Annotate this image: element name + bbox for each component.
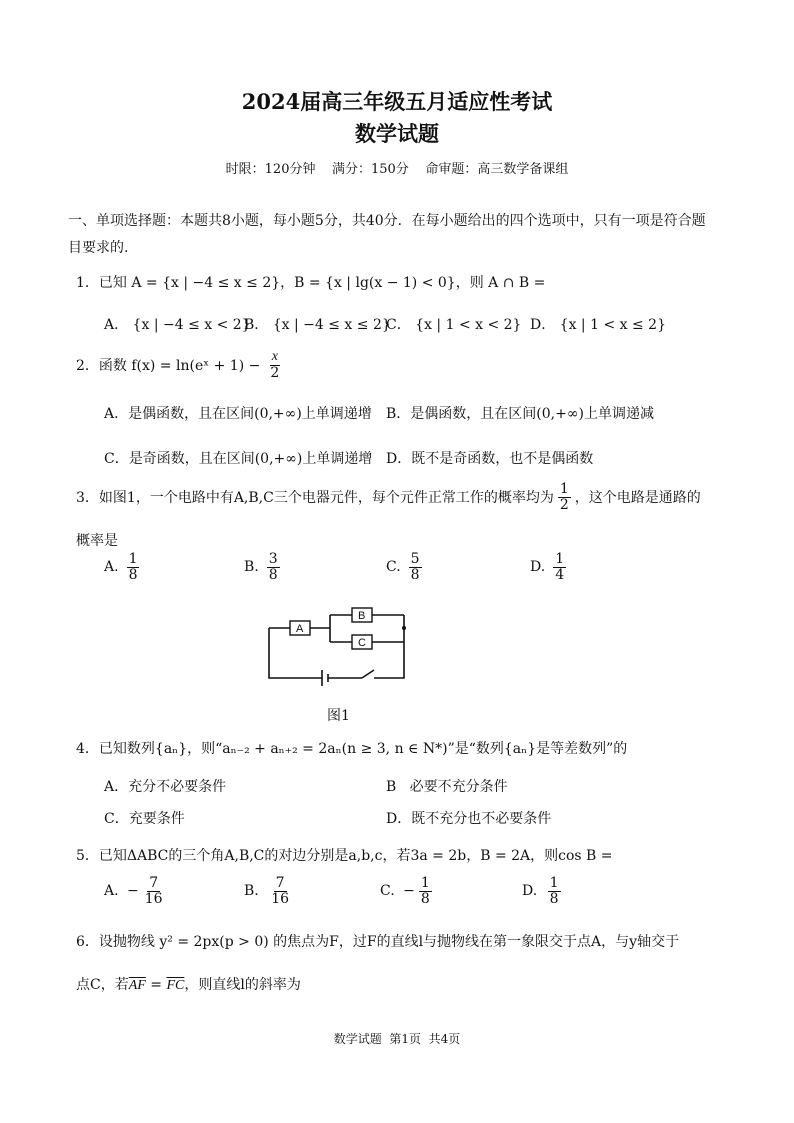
- q1-option-c-text: C． {x | 1 < x < 2}: [386, 317, 522, 333]
- q4-option-b-text: B 必要不充分条件: [386, 779, 508, 795]
- q3-option-c-num: 5: [410, 551, 420, 567]
- q1-option-d[interactable]: [530, 314, 666, 334]
- q2-option-d-text: D．既不是奇函数，也不是偶函数: [386, 451, 594, 467]
- question-5-stem: 5．已知ΔABC的三个角A,B,C的对边分别是a,b,c，若3a = 2b，B = 2A，则cos B =: [76, 848, 613, 864]
- q6-vector-af: $\overline{AF}$: [128, 978, 146, 993]
- q5-option-a-label: A.: [104, 883, 119, 900]
- q5-option-b[interactable]: [244, 876, 293, 906]
- q3-option-b-label: B.: [244, 559, 259, 576]
- section-heading-line2: 目要求的.: [68, 240, 129, 256]
- q2-fraction: [268, 350, 281, 380]
- q5-option-c-label: C.: [380, 883, 395, 900]
- switch-lever: [362, 670, 374, 678]
- q3-stem-prefix: 3．如图1，一个电路中有A,B,C三个电器元件，每个元件正常工作的概率均为: [76, 490, 554, 507]
- circuit-wire-right: [374, 615, 404, 678]
- q3-option-b-num: 3: [268, 551, 278, 567]
- q5-option-a[interactable]: [104, 876, 167, 906]
- q5-option-a-den: 16: [144, 890, 163, 907]
- section-heading-line1: 一、单项选择题：本题共8小题，每小题5分，共40分．在每小题给出的四个选项中，只有一项是符合题: [68, 213, 706, 229]
- q5-option-d[interactable]: [522, 876, 563, 906]
- q3-option-a-den: 8: [128, 566, 138, 583]
- q2-stem-prefix: 2．函数 f(x) = ln(eˣ + 1) −: [76, 358, 261, 375]
- q6-line2-prefix: 点C，若: [76, 977, 129, 993]
- circuit-junction-dot: [402, 626, 406, 630]
- q1-option-a-text: A． {x | −4 ≤ x < 2}: [104, 317, 251, 333]
- q2-option-b[interactable]: [386, 403, 654, 423]
- question-1-stem: 1．已知 A = {x | −4 ≤ x ≤ 2}，B = {x | lg(x − 1) < 0}，则 A ∩ B =: [76, 275, 546, 291]
- question-6-stem-line1: 6．设抛物线 y² = 2px(p > 0) 的焦点为F，过F的直线l与抛物线在第一象限交于点A，与y轴交于: [76, 934, 680, 950]
- q3-option-a-num: 1: [128, 551, 138, 567]
- q3-option-d-label: D.: [530, 559, 546, 576]
- q3-option-c-den: 8: [410, 566, 420, 583]
- exam-meta: 时限：120分钟 满分：150分 命审题：高三数学备课组: [225, 162, 569, 177]
- subject-title: 数学试题: [355, 121, 439, 146]
- component-a-label: A: [296, 623, 304, 635]
- q2-option-c[interactable]: [104, 448, 372, 468]
- q2-option-b-text: B．是偶函数，且在区间(0,+∞)上单调递减: [386, 406, 654, 422]
- q6-vector-fc: $\overline{FC}$: [166, 978, 185, 993]
- q5-option-d-label: D.: [522, 883, 538, 900]
- q4-option-d-text: D．既不充分也不必要条件: [386, 811, 552, 827]
- component-b-label: B: [358, 610, 366, 622]
- q2-option-a-text: A．是偶函数，且在区间(0,+∞)上单调递增: [104, 406, 372, 422]
- q5-option-c-den: 8: [420, 890, 430, 907]
- q5-option-d-num: 1: [549, 875, 559, 891]
- q1-option-d-text: D． {x | 1 < x ≤ 2}: [530, 317, 666, 333]
- q2-fraction-den: 2: [270, 364, 280, 381]
- q3-prob-fraction: [558, 482, 571, 512]
- exam-title: 2024届高三年级五月适应性考试: [241, 89, 553, 114]
- circuit-diagram: [262, 598, 412, 688]
- q4-option-d[interactable]: [386, 808, 551, 828]
- q3-prob-num: 1: [559, 481, 569, 497]
- q3-option-d[interactable]: [530, 552, 568, 582]
- q2-fraction-num: x: [271, 349, 278, 364]
- q6-equals: =: [145, 977, 167, 993]
- q5-option-c-num: 1: [420, 875, 430, 891]
- q1-option-b[interactable]: [244, 314, 391, 334]
- question-4-stem: 4．已知数列{aₙ}，则“aₙ₋₂ + aₙ₊₂ = 2aₙ(n ≥ 3, n ∈ N*)”是“数列{aₙ}是等差数列”的: [76, 741, 628, 757]
- q1-option-a[interactable]: [104, 314, 251, 334]
- figure-1-caption: 图1: [327, 708, 350, 724]
- q4-option-c[interactable]: [104, 808, 185, 828]
- q4-option-b[interactable]: [386, 776, 508, 796]
- q3-option-d-den: 4: [555, 566, 565, 583]
- q3-option-c-label: C.: [386, 559, 401, 576]
- q3-option-c[interactable]: [386, 552, 424, 582]
- q6-line2-suffix: ，则直线l的斜率为: [184, 977, 301, 993]
- q5-option-b-num: 7: [275, 875, 285, 891]
- q2-option-a[interactable]: [104, 403, 372, 423]
- page-footer: 数学试题 第1页 共4页: [333, 1032, 461, 1046]
- q5-option-a-sign: −: [127, 883, 139, 900]
- q3-option-d-num: 1: [555, 551, 565, 567]
- q4-option-a[interactable]: [104, 776, 226, 796]
- q5-option-d-den: 8: [549, 890, 559, 907]
- q2-option-d[interactable]: [386, 448, 593, 468]
- q2-option-c-text: C．是奇函数，且在区间(0,+∞)上单调递增: [104, 451, 373, 467]
- q3-prob-den: 2: [559, 496, 569, 513]
- q3-option-b-den: 8: [268, 566, 278, 583]
- q5-option-c[interactable]: [380, 876, 434, 906]
- q5-option-c-sign: −: [403, 883, 415, 900]
- q5-option-b-den: 16: [271, 890, 290, 907]
- q5-option-a-num: 7: [149, 875, 159, 891]
- q5-option-b-label: B.: [244, 883, 259, 900]
- question-2-stem: [76, 350, 283, 380]
- question-3-stem: [76, 482, 701, 512]
- q1-option-c[interactable]: [386, 314, 521, 334]
- q4-option-c-text: C．充要条件: [104, 811, 185, 827]
- q3-stem-line2: 概率是: [76, 533, 118, 549]
- q3-option-a-label: A.: [104, 559, 119, 576]
- q3-option-b[interactable]: [244, 552, 282, 582]
- question-6-stem-line2: [76, 974, 301, 994]
- q1-option-b-text: B． {x | −4 ≤ x ≤ 2}: [244, 317, 391, 333]
- q3-stem-suffix: ，这个电路是通路的: [574, 490, 701, 507]
- q4-option-a-text: A．充分不必要条件: [104, 779, 227, 795]
- component-c-label: C: [358, 637, 366, 649]
- q3-option-a[interactable]: [104, 552, 141, 582]
